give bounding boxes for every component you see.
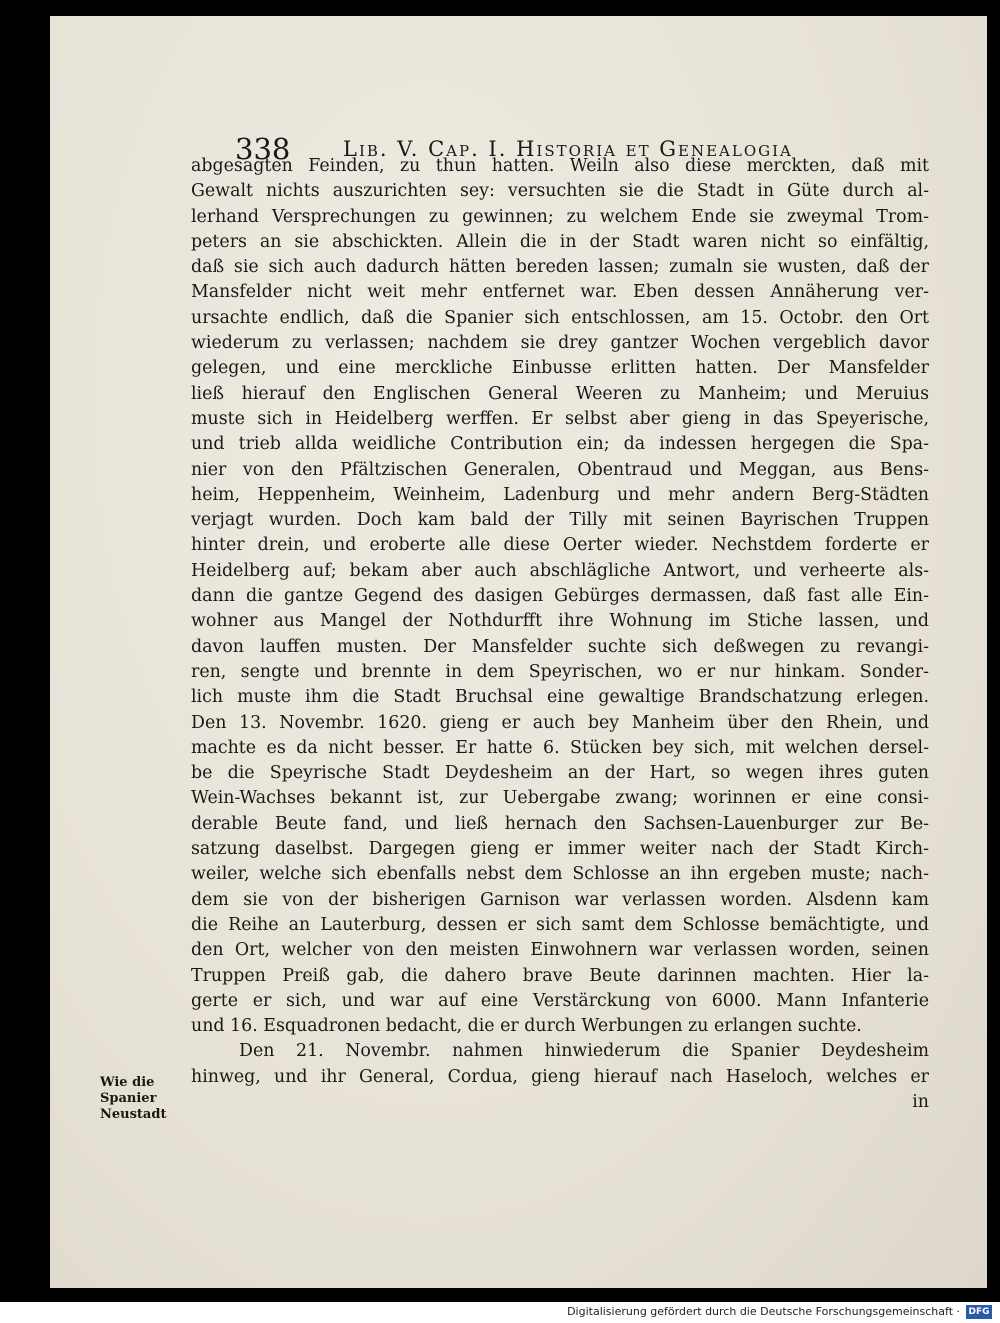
text-line: ursachte endlich, daß die Spanier sich entschlossen, am 15. Octobr. den Ort	[191, 307, 929, 328]
marginal-note-line: Wie die	[100, 1075, 155, 1090]
text-line: hinweg, und ihr General, Cordua, gieng hierauf nach Haseloch, welches er	[191, 1066, 929, 1087]
text-line: Truppen Preiß gab, die dahero brave Beute darinnen machten. Hier la-	[191, 965, 929, 986]
text-line: be die Speyrische Stadt Deydesheim an der Hart, so wegen ihres guten	[191, 763, 929, 784]
marginal-note	[100, 1075, 180, 1123]
text-line: muste sich in Heidelberg werffen. Er selbst aber gieng in das Speyerische,	[191, 408, 929, 429]
text-line: verjagt wurden. Doch kam bald der Tilly mit seinen Bayrischen Truppen	[191, 510, 929, 531]
text-line: die Reihe an Lauterburg, dessen er sich samt dem Schlosse bemächtigte, und	[191, 914, 929, 935]
text-line: derable Beute fand, und ließ hernach den Sachsen-Lauenburger zur Be-	[191, 813, 929, 834]
text-line: und 16. Esquadronen bedacht, die er durch Werbungen zu erlangen suchte.	[191, 1016, 862, 1037]
text-line: Heidelberg auf; bekam aber auch abschlägliche Antwort, und verheerte als-	[191, 560, 929, 581]
footer-strip	[0, 1302, 1000, 1323]
text-line: Wein-Wachses bekannt ist, zur Uebergabe zwang; worinnen er eine consi-	[191, 788, 929, 809]
marginal-note-line: Spanier	[100, 1091, 157, 1106]
body-text	[191, 154, 929, 1115]
text-line: hinter drein, und eroberte alle diese Oerter wieder. Nechstdem forderte er	[191, 535, 929, 556]
text-line: Gewalt nichts auszurichten sey: versuchten sie die Stadt in Güte durch al-	[191, 181, 929, 202]
text-line: Den 13. Novembr. 1620. gieng er auch bey Manheim über den Rhein, und	[191, 712, 929, 733]
text-line: peters an sie abschickten. Allein die in der Stadt waren nicht so einfältig,	[191, 231, 929, 252]
text-line: weiler, welche sich ebenfalls nebst dem Schlosse an ihn ergeben muste; nach-	[191, 864, 929, 885]
text-line: satzung daselbst. Dargegen gieng er immer weiter nach der Stadt Kirch-	[191, 839, 929, 860]
catchword: in	[912, 1091, 929, 1112]
text-line: Mansfelder nicht weit mehr entfernet war. Eben dessen Annäherung ver-	[191, 282, 929, 303]
text-line: heim, Heppenheim, Weinheim, Ladenburg und mehr andern Berg-Städten	[191, 484, 929, 505]
text-line: abgesagten Feinden, zu thun hatten. Weiln also diese merckten, daß mit	[191, 156, 929, 176]
page-number: 338	[235, 132, 291, 166]
text-line: dem sie von der bisherigen Garnison war verlassen worden. Alsdenn kam	[191, 889, 929, 910]
text-line: Den 21. Novembr. nahmen hinwiederum die Spanier Deydesheim	[239, 1041, 929, 1062]
text-line: und trieb allda weidliche Contribution ein; da indessen hergegen die Spa-	[191, 434, 929, 455]
text-line: ren, sengte und brennte in dem Speyrischen, wo er nur hinkam. Sonder-	[191, 661, 929, 682]
text-line: dann die gantze Gegend des dasigen Gebürges dermassen, daß fast alle Ein-	[191, 586, 929, 607]
funding-credit: Digitalisierung gefördert durch die Deutsche Forschungsgemeinschaft ·	[567, 1305, 960, 1318]
text-line: ließ hierauf den Englischen General Weeren zu Manheim; und Meruius	[191, 383, 929, 404]
text-line: gelegen, und eine merckliche Einbusse erlitten hatten. Der Mansfelder	[191, 358, 929, 379]
marginal-note-line: Neustadt	[100, 1107, 167, 1122]
text-line: daß sie sich auch dadurch hätten bereden lassen; zumaln sie wusten, daß der	[191, 257, 929, 278]
text-line: machte es da nicht besser. Er hatte 6. Stücken bey sich, mit welchen dersel-	[191, 737, 929, 758]
text-line: wohner aus Mangel der Nothdurfft ihre Wohnung im Stiche lassen, und	[191, 611, 929, 632]
text-line: lerhand Versprechungen zu gewinnen; zu welchem Ende sie zweymal Trom-	[191, 206, 929, 227]
text-line: gerte er sich, und war auf eine Verstärckung von 6000. Mann Infanterie	[191, 990, 929, 1011]
running-head: Lib. V. Cap. I. Historia et Genealogia	[343, 137, 793, 161]
text-line: lich muste ihm die Stadt Bruchsal eine gewaltige Brandschatzung erlegen.	[191, 687, 929, 708]
text-line: davon lauffen musten. Der Mansfelder suchte sich deßwegen zu revangi-	[191, 636, 929, 657]
text-line: wiederum zu verlassen; nachdem sie drey gantzer Wochen vergeblich davor	[191, 333, 929, 354]
text-line: nier von den Pfältzischen Generalen, Obentraud und Meggan, aus Bens-	[191, 459, 929, 480]
dfg-logo-icon: DFG	[966, 1305, 992, 1319]
text-line: den Ort, welcher von den meisten Einwohnern war verlassen worden, seinen	[191, 940, 929, 961]
